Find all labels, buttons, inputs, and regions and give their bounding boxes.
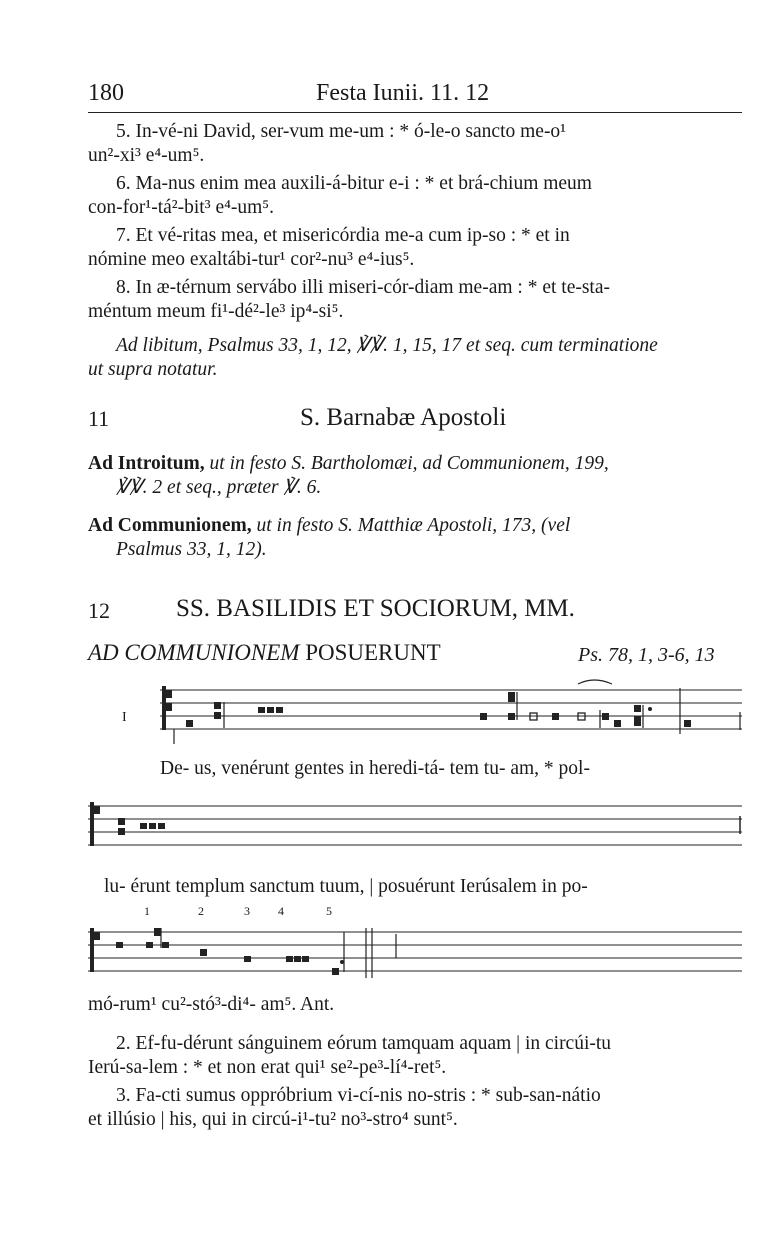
- ad-libitum-line: ut supra notatur.: [88, 359, 218, 380]
- section-11-title: S. Barnabæ Apostoli: [300, 404, 507, 431]
- page-number: 180: [88, 80, 124, 106]
- introitus-text-cont: ℣℣. 2 et seq., præter ℣. 6.: [116, 477, 322, 498]
- tone-number: 3: [244, 904, 250, 918]
- tone-number: 4: [278, 904, 284, 918]
- verse-line: con-for¹-tá²-bit³ e⁴-um⁵.: [88, 197, 274, 218]
- verse-6: [88, 172, 742, 220]
- communio-label: Ad Communionem,: [88, 515, 252, 536]
- communio-rubric: [88, 514, 742, 562]
- chant-lyric-3: [88, 994, 334, 1016]
- chant-staff-2: [0, 790, 780, 860]
- verse-line: méntum meum fi¹-dé²-le³ ip⁴-si⁵.: [88, 301, 344, 322]
- introitus-label: Ad Introitum,: [88, 453, 205, 474]
- introitus-text: ut in festo S. Bartholomæi, ad Communionem, 199,: [209, 453, 609, 474]
- verse-line: 2. Ef-fu-dérunt sánguinem eórum tamquam aquam | in circúi-tu: [116, 1033, 612, 1054]
- psalm-reference: Ps. 78, 1, 3-6, 13: [578, 644, 715, 666]
- tone-number: 2: [198, 904, 204, 918]
- chant-label: AD COMMUNIONEM: [88, 640, 300, 665]
- verse-line: nómine meo exaltábi-tur¹ cor²-nu³ e⁴-ius⁵.: [88, 249, 415, 270]
- verse-3: [88, 1084, 742, 1132]
- chant-lyric-2: lu- érunt templum sanctum tuum, | posuérunt Ierúsalem in po-: [104, 876, 588, 897]
- verse-2: [88, 1032, 742, 1080]
- verse-line: 6. Ma-nus enim mea auxili-á-bitur e-i : * et brá-chium meum: [116, 173, 592, 194]
- section-11-number: 11: [88, 406, 110, 431]
- section-12-title: SS. BASILIDIS ET SOCIORUM, MM.: [176, 595, 575, 622]
- chant-incipit: POSUERUNT: [305, 640, 441, 665]
- running-title: Festa Iunii. 11. 12: [316, 80, 490, 106]
- communio-text: ut in festo S. Matthiæ Apostoli, 173, (vel: [256, 515, 571, 536]
- ad-libitum-line: Ad libitum, Psalmus 33, 1, 12, ℣℣. 1, 15, 17 et seq. cum terminatione: [116, 335, 658, 356]
- tone-number: 5: [326, 904, 332, 918]
- verse-5: [88, 120, 742, 168]
- verse-line: et illúsio | his, qui in circú-i¹-tu² no³-stro⁴ sunt⁵.: [88, 1109, 458, 1130]
- chant-lyric-3-text: mó-rum¹ cu²-stó³-di⁴- am⁵. Ant.: [88, 994, 335, 1015]
- verse-line: 3. Fa-cti sumus oppróbrium vi-cí-nis no-stris : * sub-san-nátio: [116, 1085, 601, 1106]
- verse-line: 7. Et vé-ritas mea, et misericórdia me-a cum ip-so : * et in: [116, 225, 570, 246]
- verse-line: 5. In-vé-ni David, ser-vum me-um : * ó-le-o sancto me-o¹: [116, 121, 567, 142]
- chant-lyric-1: De- us, venérunt gentes in heredi-tá- tem tu- am, * pol-: [160, 758, 590, 779]
- chant-staff-3: [0, 916, 780, 992]
- communio-text-cont: Psalmus 33, 1, 12).: [116, 539, 267, 560]
- chant-staff-1: [0, 672, 780, 752]
- chant-heading: [88, 640, 441, 666]
- verse-line: 8. In æ-térnum servábo illi miseri-cór-diam me-am : * et te-sta-: [116, 277, 610, 298]
- introitus-rubric: [88, 452, 742, 500]
- tone-number: 1: [144, 904, 150, 918]
- header-rule: [88, 112, 742, 113]
- ad-libitum-note: [88, 334, 742, 382]
- mode-number: I: [122, 710, 127, 725]
- verse-line: Ierú-sa-lem : * et non erat qui¹ se²-pe³-lí⁴-ret⁵.: [88, 1057, 447, 1078]
- verse-7: [88, 224, 742, 272]
- verse-line: un²-xi³ e⁴-um⁵.: [88, 145, 205, 166]
- verse-8: [88, 276, 742, 324]
- section-12-number: 12: [88, 598, 110, 623]
